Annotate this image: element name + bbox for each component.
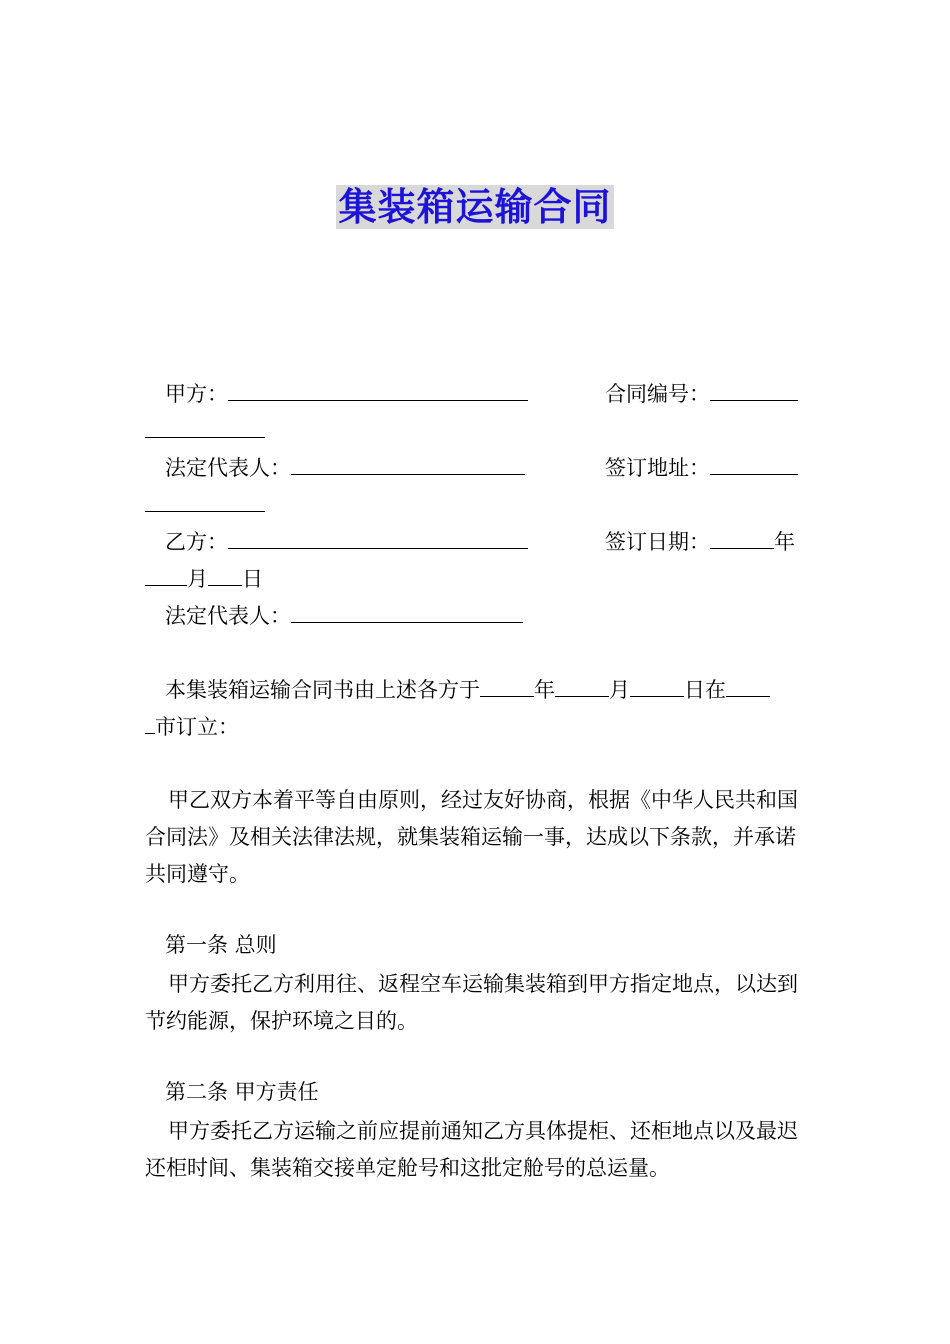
article-1-body: 甲方委托乙方利用往、返程空车运输集装箱到甲方指定地点，以达到节约能源，保护环境之目的。 bbox=[145, 972, 798, 1033]
legal-rep-a-line bbox=[165, 452, 525, 483]
sign-address-blank-cont bbox=[145, 489, 265, 520]
party-a-blank bbox=[228, 378, 528, 401]
party-b-blank bbox=[228, 526, 528, 549]
intro-city-blank bbox=[726, 674, 770, 697]
sign-month-blank bbox=[145, 563, 187, 586]
sign-address-blank-2 bbox=[145, 489, 265, 512]
article-2-heading: 第二条 甲方责任 bbox=[165, 1080, 319, 1104]
legal-rep-a-label: 法定代表人： bbox=[165, 456, 291, 480]
party-b-line bbox=[165, 526, 528, 557]
party-b-label: 乙方： bbox=[165, 530, 228, 554]
sign-date-label: 签订日期： bbox=[605, 530, 710, 554]
sign-year-label: 年 bbox=[774, 530, 795, 554]
intro-day-blank bbox=[630, 674, 684, 697]
article-1-heading: 第一条 总则 bbox=[165, 933, 277, 957]
intro-line bbox=[165, 674, 770, 705]
intro-city-blank-2 bbox=[145, 711, 155, 734]
contract-no-blank-2 bbox=[145, 415, 265, 438]
intro-year-blank bbox=[480, 674, 534, 697]
document-title bbox=[0, 176, 950, 231]
party-a-label: 甲方： bbox=[165, 382, 228, 406]
legal-rep-a-blank bbox=[291, 452, 525, 475]
intro-part1: 本集装箱运输合同书由上述各方于 bbox=[165, 678, 480, 702]
sign-address-line bbox=[605, 452, 798, 483]
contract-no-blank bbox=[710, 378, 798, 401]
sign-address-blank bbox=[710, 452, 798, 475]
intro-end: 市订立： bbox=[155, 715, 239, 739]
sign-day-label: 日 bbox=[242, 567, 263, 591]
article-2-body: 甲方委托乙方运输之前应提前通知乙方具体提柜、还柜地点以及最迟还柜时间、集装箱交接单定舱号和这批定舱号的总运量。 bbox=[145, 1119, 798, 1180]
party-a-line bbox=[165, 378, 528, 409]
legal-rep-b-line bbox=[165, 600, 523, 631]
legal-rep-b-blank bbox=[291, 600, 523, 623]
sign-date-cont bbox=[145, 563, 263, 594]
intro-month: 月 bbox=[609, 678, 630, 702]
legal-rep-b-label: 法定代表人： bbox=[165, 604, 291, 628]
sign-year-blank bbox=[710, 526, 774, 549]
sign-day-blank bbox=[208, 563, 242, 586]
title-text: 集装箱运输合同 bbox=[338, 185, 612, 229]
intro-line-2 bbox=[145, 711, 239, 742]
sign-date-line bbox=[605, 526, 795, 557]
contract-no-label: 合同编号： bbox=[605, 382, 710, 406]
sign-address-label: 签订地址： bbox=[605, 456, 710, 480]
preamble-paragraph: 甲乙双方本着平等自由原则，经过友好协商，根据《中华人民共和国合同法》及相关法律法规，就集装箱运输一事，达成以下条款，并承诺共同遵守。 bbox=[145, 788, 798, 886]
contract-no-line bbox=[605, 378, 798, 409]
sign-month-label: 月 bbox=[187, 567, 208, 591]
intro-month-blank bbox=[555, 674, 609, 697]
intro-day-at: 日在 bbox=[684, 678, 726, 702]
contract-no-blank-cont bbox=[145, 415, 265, 446]
intro-year: 年 bbox=[534, 678, 555, 702]
